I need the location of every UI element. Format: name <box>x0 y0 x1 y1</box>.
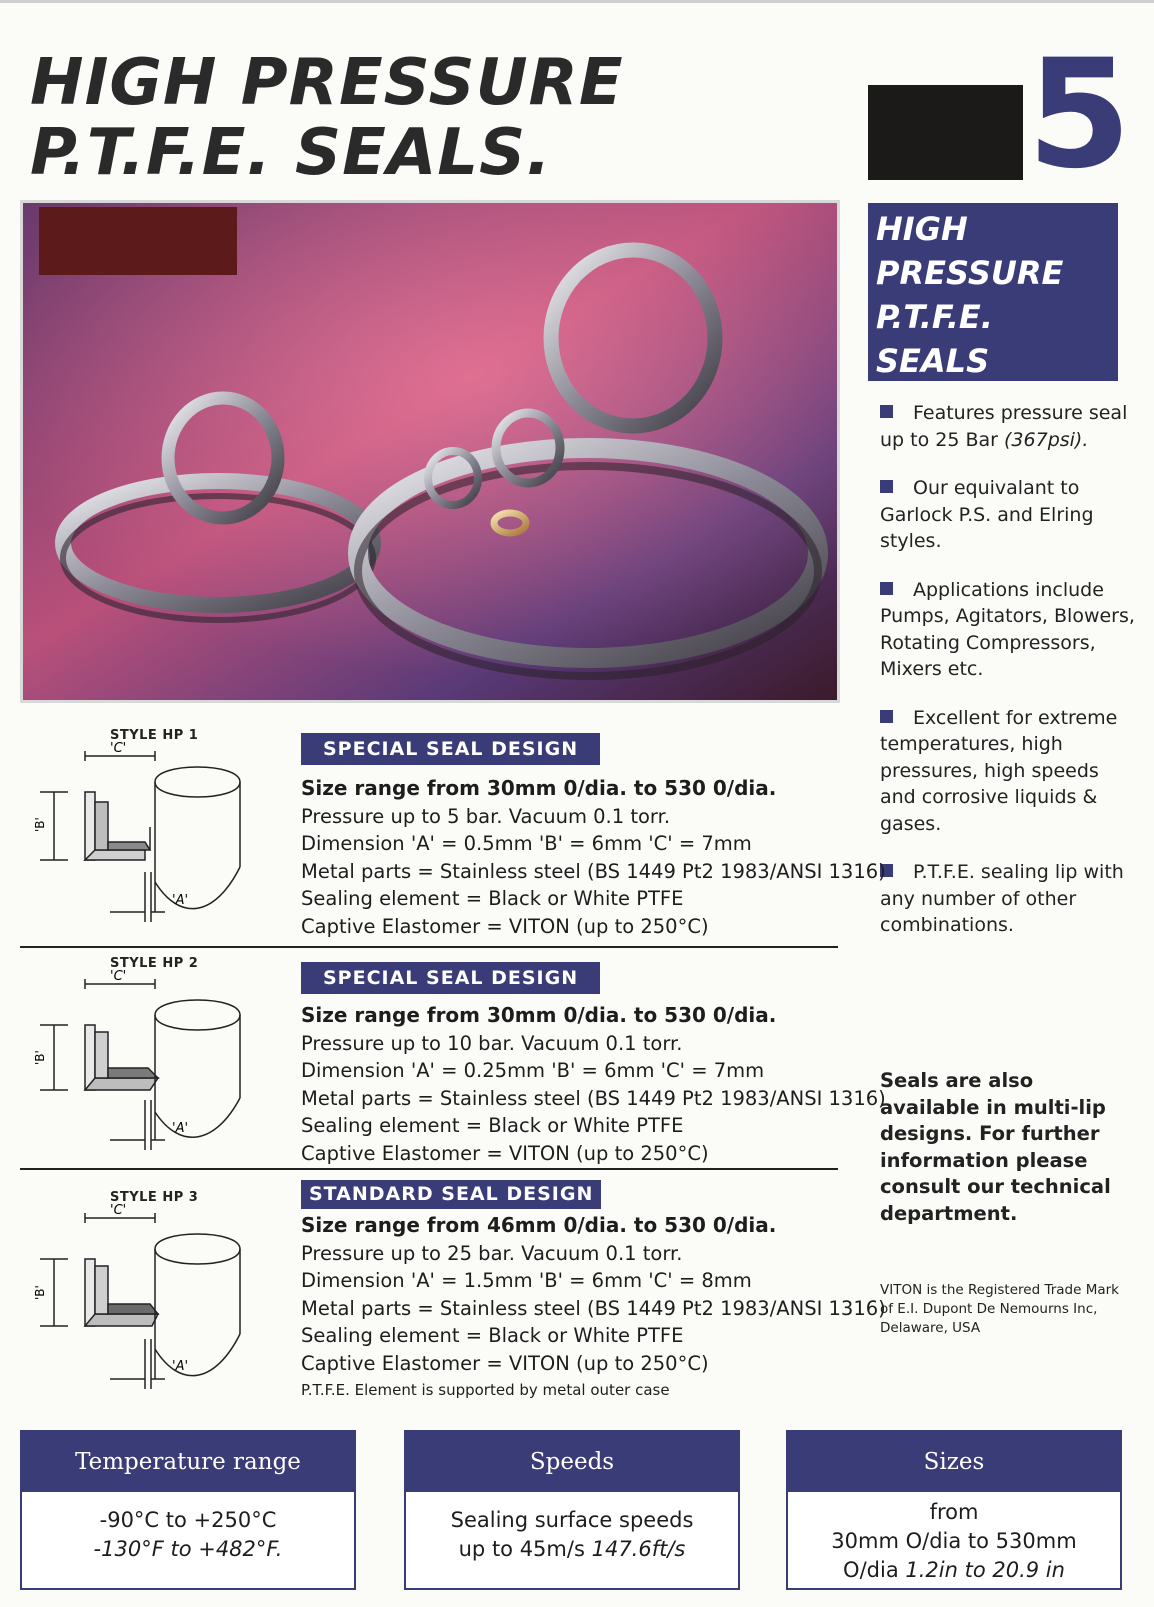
info-line: -90°C to +250°C <box>99 1508 277 1532</box>
info-line-italic: 1.2in to 20.9 in <box>905 1558 1065 1582</box>
side-title-line: SEALS <box>876 342 990 380</box>
feature-text: Excellent for extreme temperatures, high pressures, high speeds and corrosive liquids & gases. <box>880 706 1118 835</box>
trademark-note: VITON is the Registered Trade Mark of E.I. Dupont De Nemourns Inc, Delaware, USA <box>880 1282 1119 1336</box>
feature-item <box>880 475 1135 555</box>
pressure-spec: Pressure up to 25 bar. Vacuum 0.1 torr. <box>301 1241 683 1265</box>
feature-text: Applications include Pumps, Agitators, Blowers, Rotating Compressors, Mixers etc. <box>880 578 1135 680</box>
page-title-line1: HIGH PRESSURE <box>30 46 624 120</box>
elastomer-spec: Captive Elastomer = VITON (up to 250°C) <box>301 1351 709 1375</box>
product-photo <box>20 200 840 703</box>
sealing-spec: Sealing element = Black or White PTFE <box>301 887 684 910</box>
style-label: STYLE HP 1 <box>110 728 199 743</box>
size-range: Size range from 30mm 0/dia. to 530 0/dia. <box>301 776 777 800</box>
photo-label-patch <box>39 207 237 275</box>
side-title-box <box>868 203 1118 381</box>
feature-text: Our equivalant to Garlock P.S. and Elring styles. <box>880 477 1094 552</box>
info-line-italic: 147.6ft/s <box>591 1537 686 1561</box>
info-box-title: Sizes <box>788 1432 1120 1492</box>
seals-photo-illustration <box>23 203 837 700</box>
hp3-diagram-svg <box>30 1204 290 1404</box>
elastomer-spec: Captive Elastomer = VITON (up to 250°C) <box>301 1141 709 1165</box>
feature-text: P.T.F.E. sealing lip with any number of other combinations. <box>880 861 1124 936</box>
sealing-spec: Sealing element = Black or White PTFE <box>301 1324 684 1347</box>
seal-cross-section-diagram <box>30 742 290 942</box>
section-divider <box>20 946 838 948</box>
dimension-b-label: 'B' <box>33 1050 47 1065</box>
design-badge: SPECIAL SEAL DESIGN <box>301 733 600 765</box>
info-box-speeds <box>404 1430 740 1590</box>
info-line: 30mm O/dia to 530mm <box>831 1529 1077 1553</box>
info-box-body <box>22 1492 354 1564</box>
info-box-title: Temperature range <box>22 1432 354 1492</box>
top-rule <box>0 0 1154 3</box>
dimension-a-label: 'A' <box>172 1359 189 1374</box>
feature-item <box>880 577 1135 683</box>
seal-cross-section-diagram <box>30 970 290 1170</box>
metal-spec: Metal parts = Stainless steel (BS 1449 Pt2 1983/ANSI 1316) <box>301 859 886 883</box>
dimension-c-label: 'C' <box>110 1204 127 1218</box>
side-title-line: PRESSURE <box>876 254 1064 292</box>
design-badge: STANDARD SEAL DESIGN <box>301 1180 601 1209</box>
feature-note: (367psi). <box>1004 428 1089 451</box>
size-range: Size range from 30mm 0/dia. to 530 0/dia. <box>301 1003 777 1027</box>
metal-spec: Metal parts = Stainless steel (BS 1449 Pt2 1983/ANSI 1316) <box>301 1086 886 1110</box>
feature-item <box>880 705 1135 838</box>
side-title-line: HIGH <box>876 210 968 248</box>
style-label: STYLE HP 2 <box>110 956 199 971</box>
pressure-spec: Pressure up to 10 bar. Vacuum 0.1 torr. <box>301 1031 683 1055</box>
elastomer-spec: Captive Elastomer = VITON (up to 250°C) <box>301 914 709 938</box>
feature-item <box>880 859 1135 939</box>
dimension-a-label: 'A' <box>172 893 189 908</box>
bullet-square-icon <box>880 710 893 723</box>
hp2-diagram-svg <box>30 970 290 1170</box>
dimension-b-label: 'B' <box>33 1285 47 1300</box>
metal-spec: Metal parts = Stainless steel (BS 1449 Pt2 1983/ANSI 1316) <box>301 1296 886 1320</box>
design-badge: SPECIAL SEAL DESIGN <box>301 962 600 994</box>
dimension-spec: Dimension 'A' = 1.5mm 'B' = 6mm 'C' = 8mm <box>301 1269 752 1292</box>
multi-lip-note: Seals are also available in multi-lip designs. For further information please consult our technical department. <box>880 1069 1111 1225</box>
side-title-line: P.T.F.E. <box>876 298 993 336</box>
info-line: O/dia <box>843 1558 899 1582</box>
info-line-italic: -130°F to +482°F. <box>93 1537 283 1561</box>
info-box-title: Speeds <box>406 1432 738 1492</box>
seal-spec-block <box>301 1180 886 1403</box>
info-line: from <box>929 1500 979 1524</box>
bullet-square-icon <box>880 405 893 418</box>
seal-cross-section-diagram <box>30 1204 290 1404</box>
dimension-a-label: 'A' <box>172 1121 189 1136</box>
feature-item <box>880 400 1135 453</box>
section-black-box <box>868 85 1023 180</box>
feature-list <box>880 400 1135 961</box>
info-box-body <box>406 1492 738 1564</box>
footnote: P.T.F.E. Element is supported by metal outer case <box>301 1381 670 1399</box>
sealing-spec: Sealing element = Black or White PTFE <box>301 1114 684 1137</box>
dimension-c-label: 'C' <box>110 742 127 756</box>
dimension-spec: Dimension 'A' = 0.5mm 'B' = 6mm 'C' = 7mm <box>301 832 752 855</box>
style-label: STYLE HP 3 <box>110 1190 199 1205</box>
info-box-body <box>788 1492 1120 1585</box>
info-line: up to 45m/s <box>458 1537 585 1561</box>
section-divider <box>20 1168 838 1170</box>
dimension-c-label: 'C' <box>110 970 127 984</box>
bullet-square-icon <box>880 582 893 595</box>
info-line: Sealing surface speeds <box>450 1508 694 1532</box>
seal-spec-block <box>301 733 886 940</box>
info-box-temperature <box>20 1430 356 1590</box>
spec-lines <box>301 775 886 940</box>
page-title-line2: P.T.F.E. SEALS. <box>30 116 552 190</box>
section-number: 5 <box>1027 28 1132 202</box>
spec-lines <box>301 1002 886 1167</box>
seal-spec-block <box>301 962 886 1167</box>
pressure-spec: Pressure up to 5 bar. Vacuum 0.1 torr. <box>301 804 671 828</box>
spec-lines <box>301 1212 886 1403</box>
page-title <box>30 48 790 188</box>
feature-text: Features pressure seal up to 25 Bar <box>880 402 1128 451</box>
hp1-diagram-svg <box>30 742 290 942</box>
size-range: Size range from 46mm 0/dia. to 530 0/dia. <box>301 1213 777 1237</box>
dimension-spec: Dimension 'A' = 0.25mm 'B' = 6mm 'C' = 7mm <box>301 1059 765 1082</box>
info-box-sizes <box>786 1430 1122 1590</box>
bullet-square-icon <box>880 480 893 493</box>
dimension-b-label: 'B' <box>33 817 47 832</box>
